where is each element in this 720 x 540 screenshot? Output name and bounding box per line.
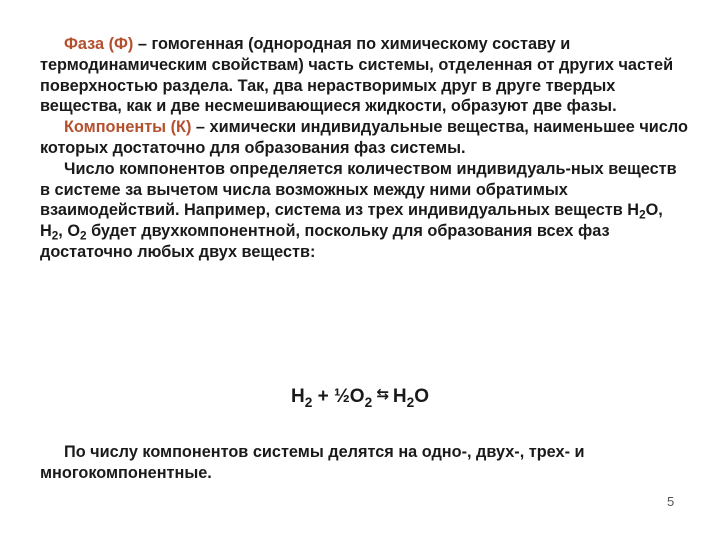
para3-text-b: O, H — [40, 201, 663, 241]
components-definition — [40, 117, 690, 159]
classification-paragraph: По числу компонентов системы делятся на одно-, двух-, трех- и многокомпонентные. — [40, 443, 585, 482]
para3-text-d: будет двухкомпонентной, поскольку для образования всех фаз достаточно любых двух веществ: — [40, 222, 610, 261]
eq-o-sub: 2 — [364, 394, 373, 410]
eq-product: H — [392, 386, 407, 407]
para3-text-c: , O — [58, 222, 81, 241]
para3-text-a: Число компонентов определяется количеством индивидуаль-ных веществ в системе за вычетом числа возможных между ними обратимых взаимодействий. Например, система из трех индивидуальных веществ H — [40, 159, 677, 220]
eq-h: H — [290, 386, 305, 407]
para3-sub2: 2 — [51, 229, 59, 243]
eq-product-sub: 2 — [406, 394, 415, 410]
components-count-paragraph — [40, 159, 690, 263]
eq-plus-o: + ½O — [312, 386, 365, 407]
components-term: Компоненты (К) — [64, 118, 192, 137]
phase-definition — [40, 34, 690, 117]
para3-sub3: 2 — [80, 229, 87, 243]
main-text — [40, 34, 690, 263]
eq-product-tail: O — [414, 386, 430, 407]
components-text: – химически индивидуальные вещества, наименьшее число которых достаточно для образования фаз системы. — [40, 118, 688, 157]
phase-term: Фаза (Ф) — [64, 35, 134, 53]
eq-h-sub: 2 — [304, 394, 313, 410]
para3-sub1: 2 — [639, 208, 646, 222]
equilibrium-arrow-icon: ⇆ — [376, 386, 389, 403]
reaction-equation — [0, 386, 720, 408]
page-number: 5 — [667, 494, 675, 509]
phase-text: – гомогенная (однородная по химическому составу и термодинамическим свойствам) часть системы, отделенная от других частей поверхностью раздела. Так, два нерастворимых друг в друге твердых вещества, как и две несмешивающиеся жидкости, образуют две фазы. — [40, 35, 674, 116]
classification-text — [40, 442, 690, 484]
